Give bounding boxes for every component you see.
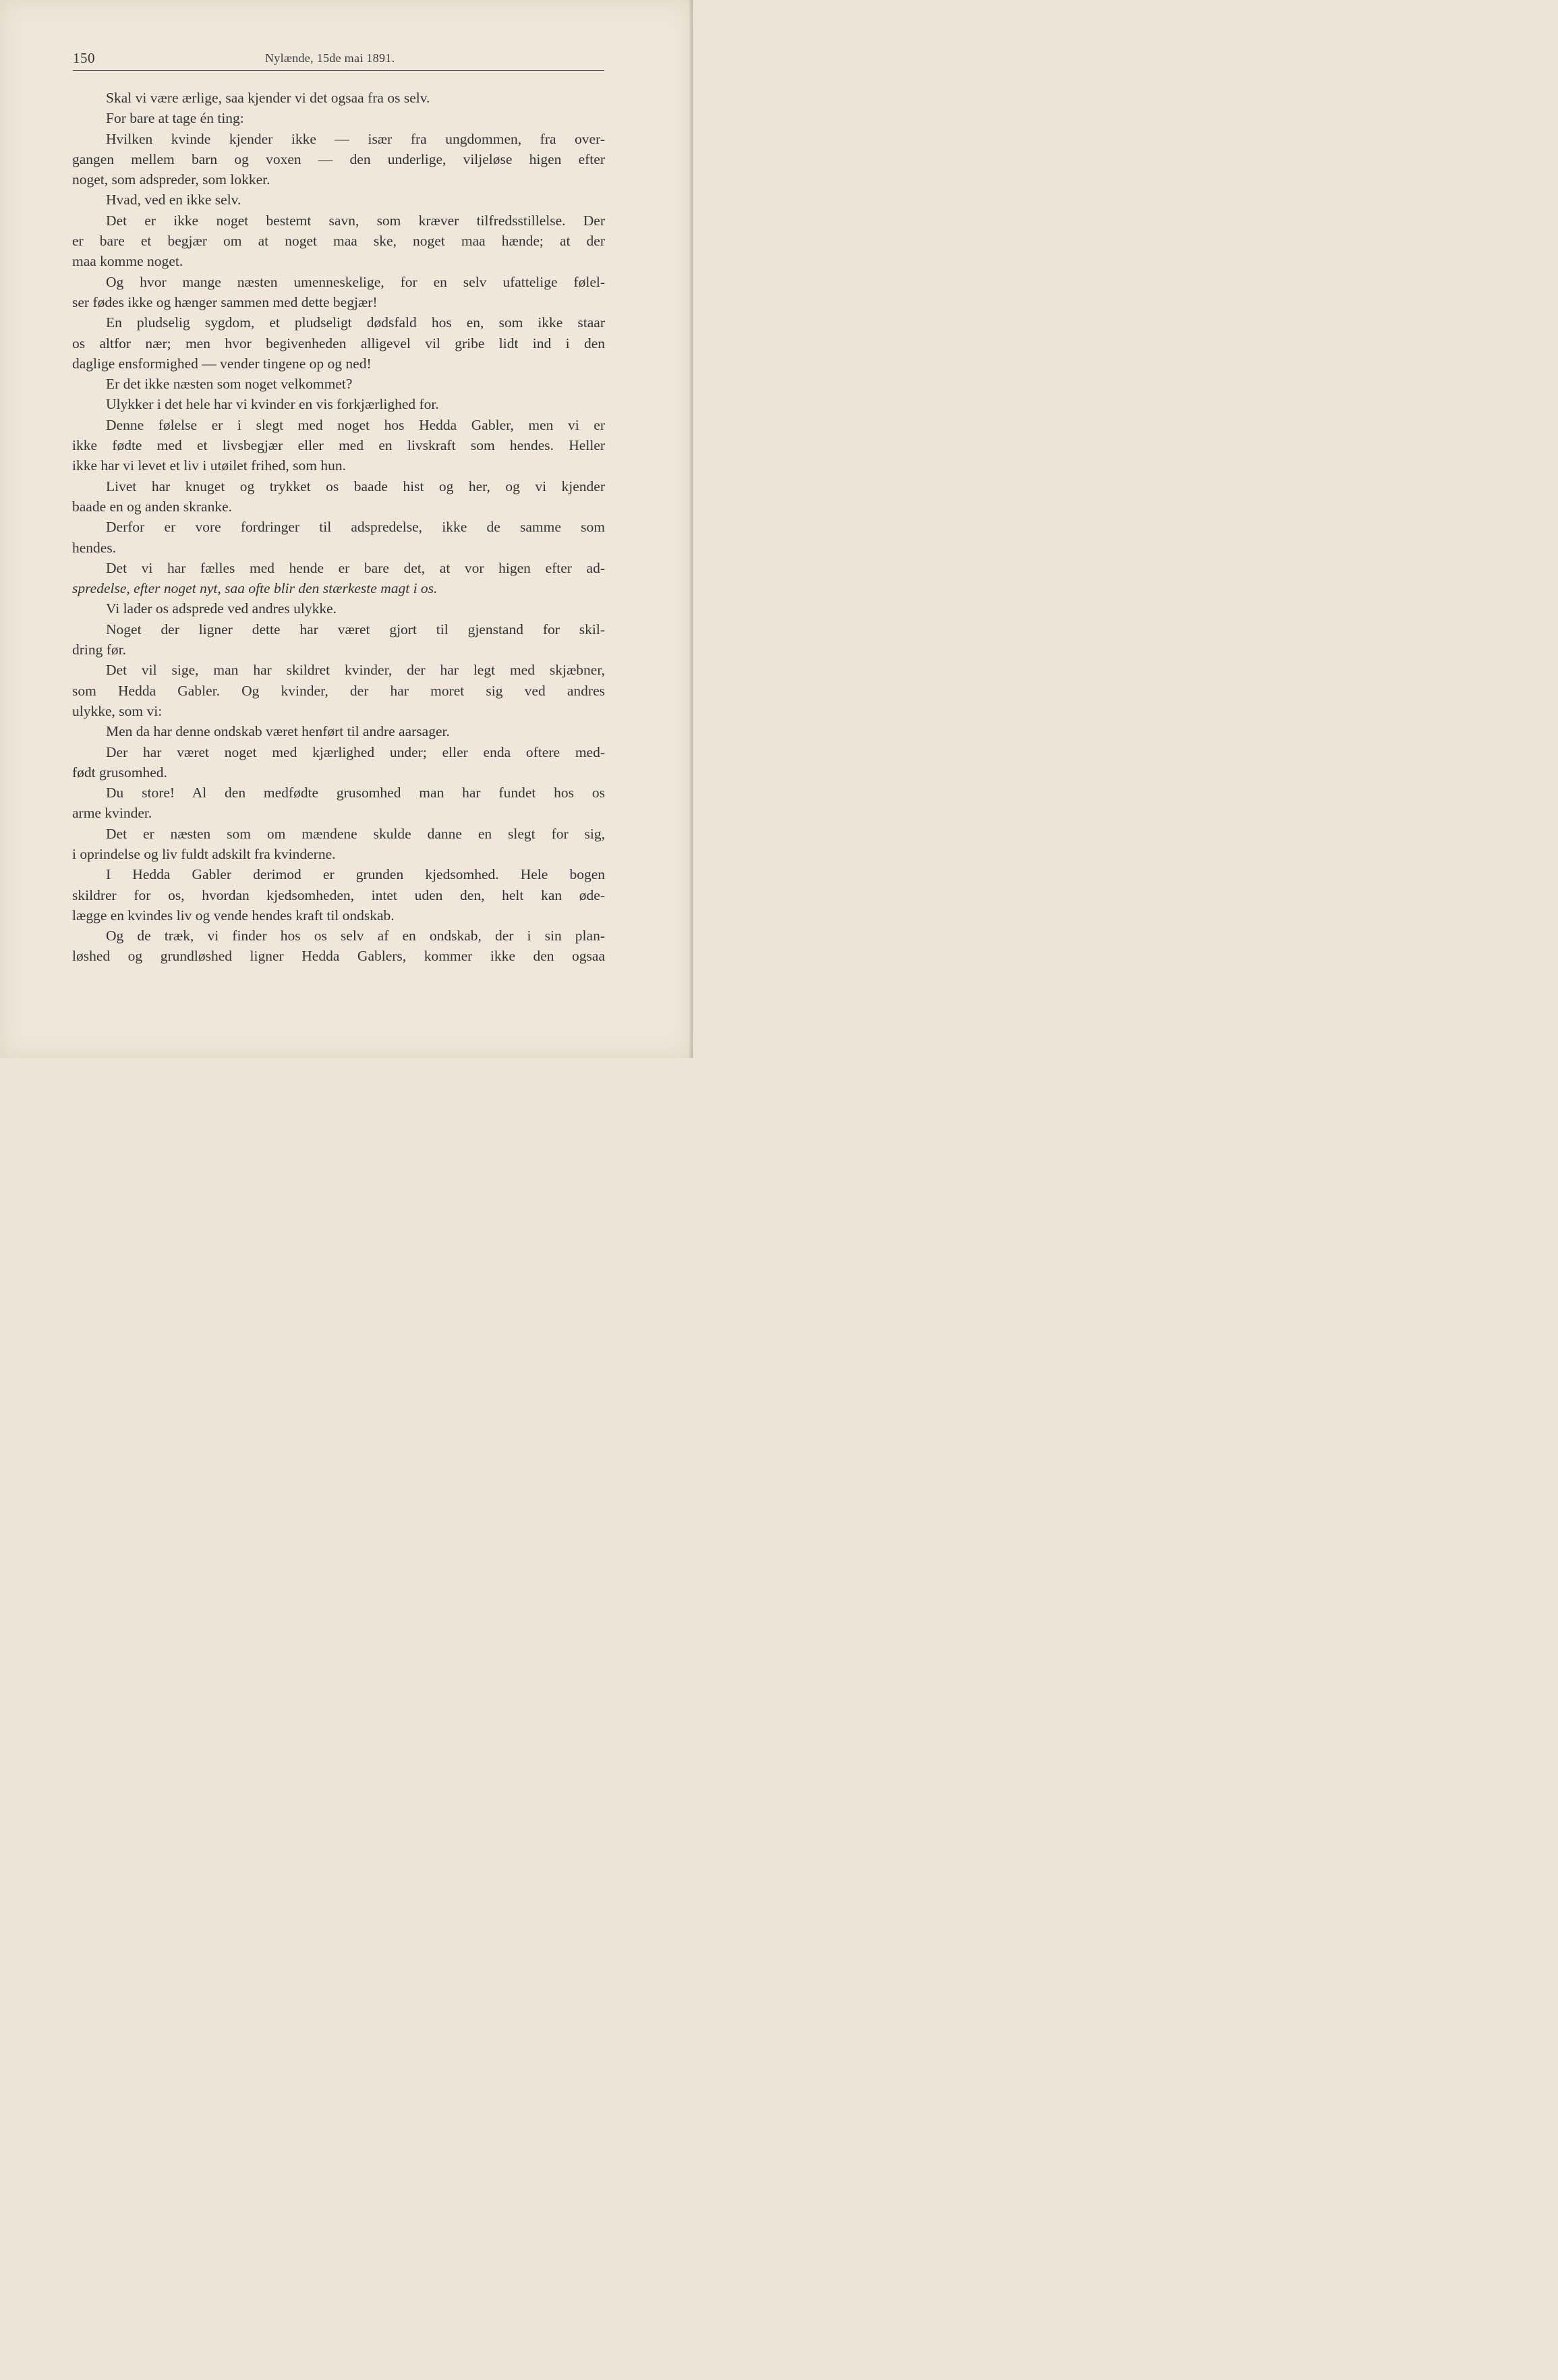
text-line: Skal vi være ærlige, saa kjender vi det ogsaa fra os selv. xyxy=(106,90,430,106)
text-line: i oprindelse og liv fuldt adskilt fra kvinderne. xyxy=(72,845,336,862)
text-line: Og de træk, vi finder hos os selv af en ondskab, der i sin plan- xyxy=(106,928,605,944)
text-line: løshed og grundløshed ligner Hedda Gablers, kommer ikke den ogsaa xyxy=(72,948,605,965)
text-line: Men da har denne ondskab været henført til andre aarsager. xyxy=(106,723,450,740)
header-rule xyxy=(73,70,604,71)
text-line: noget, som adspreder, som lokker. xyxy=(72,171,270,188)
text-line: hendes. xyxy=(72,539,117,556)
text-line: lægge en kvindes liv og vende hendes kraft til ondskab. xyxy=(72,907,395,924)
text-line: Det er ikke noget bestemt savn, som kræver tilfredsstillelse. Der xyxy=(106,212,605,229)
text-line: I Hedda Gabler derimod er grunden kjedsomhed. Hele bogen xyxy=(106,866,605,883)
text-line: Hvilken kvinde kjender ikke — især fra ungdommen, fra over- xyxy=(106,130,605,147)
text-line: Og hvor mange næsten umenneskelige, for en selv ufattelige følel- xyxy=(106,273,605,290)
running-title: Nylænde, 15de mai 1891. xyxy=(265,51,395,65)
text-line: Livet har knuget og trykket os baade hist og her, og vi kjender xyxy=(106,478,605,494)
text-line: ulykke, som vi: xyxy=(72,702,163,719)
running-header xyxy=(73,50,606,69)
text-line: Ulykker i det hele har vi kvinder en vis forkjærlighed for. xyxy=(106,396,439,413)
text-line: Det er næsten som om mændene skulde danne en slegt for sig, xyxy=(106,825,605,842)
text-line: ikke fødte med et livsbegjær eller med en livskraft som hendes. Heller xyxy=(72,437,605,454)
text-line: ser fødes ikke og hænger sammen med dette begjær! xyxy=(72,293,378,310)
text-line: maa komme noget. xyxy=(72,253,183,270)
text-line: ikke har vi levet et liv i utøilet frihed, som hun. xyxy=(72,457,347,474)
text-line: Der har været noget med kjærlighed under; eller enda oftere med- xyxy=(106,743,605,760)
text-line: baade en og anden skranke. xyxy=(72,498,232,515)
text-line: er bare et begjær om at noget maa ske, noget maa hænde; at der xyxy=(72,233,605,250)
body-text xyxy=(72,88,605,967)
text-line: Det vil sige, man har skildret kvinder, der har legt med skjæbner, xyxy=(106,662,605,679)
book-page xyxy=(0,0,693,1058)
text-line: Det vi har fælles med hende er bare det, at vor higen efter ad- xyxy=(106,559,605,576)
text-line: Noget der ligner dette har været gjort til gjenstand for skil- xyxy=(106,621,605,638)
text-line: spredelse, efter noget nyt, saa ofte blir den stærkeste magt i os. xyxy=(72,580,438,597)
page-number: 150 xyxy=(73,50,95,66)
text-line: os altfor nær; men hvor begivenheden alligevel vil gribe lidt ind i den xyxy=(72,335,605,351)
text-line: Hvad, ved en ikke selv. xyxy=(106,192,241,208)
text-line: gangen mellem barn og voxen — den underlige, viljeløse higen efter xyxy=(72,150,605,167)
text-line: For bare at tage én ting: xyxy=(106,110,244,127)
text-line: daglige ensformighed — vender tingene op og ned! xyxy=(72,355,372,372)
text-line: Vi lader os adsprede ved andres ulykke. xyxy=(106,600,337,617)
text-line: som Hedda Gabler. Og kvinder, der har moret sig ved andres xyxy=(72,682,605,699)
text-line: født grusomhed. xyxy=(72,764,167,781)
text-line: Derfor er vore fordringer til adspredelse, ikke de samme som xyxy=(106,519,605,536)
text-line: En pludselig sygdom, et pludseligt dødsfald hos en, som ikke staar xyxy=(106,314,605,331)
text-line: arme kvinder. xyxy=(72,805,152,822)
text-line: Er det ikke næsten som noget velkommet? xyxy=(106,376,353,393)
text-line: skildrer for os, hvordan kjedsomheden, intet uden den, helt kan øde- xyxy=(72,886,605,903)
text-line: dring før. xyxy=(72,642,127,658)
text-line: Du store! Al den medfødte grusomhed man har fundet hos os xyxy=(106,785,605,801)
text-line: Denne følelse er i slegt med noget hos Hedda Gabler, men vi er xyxy=(106,416,605,433)
